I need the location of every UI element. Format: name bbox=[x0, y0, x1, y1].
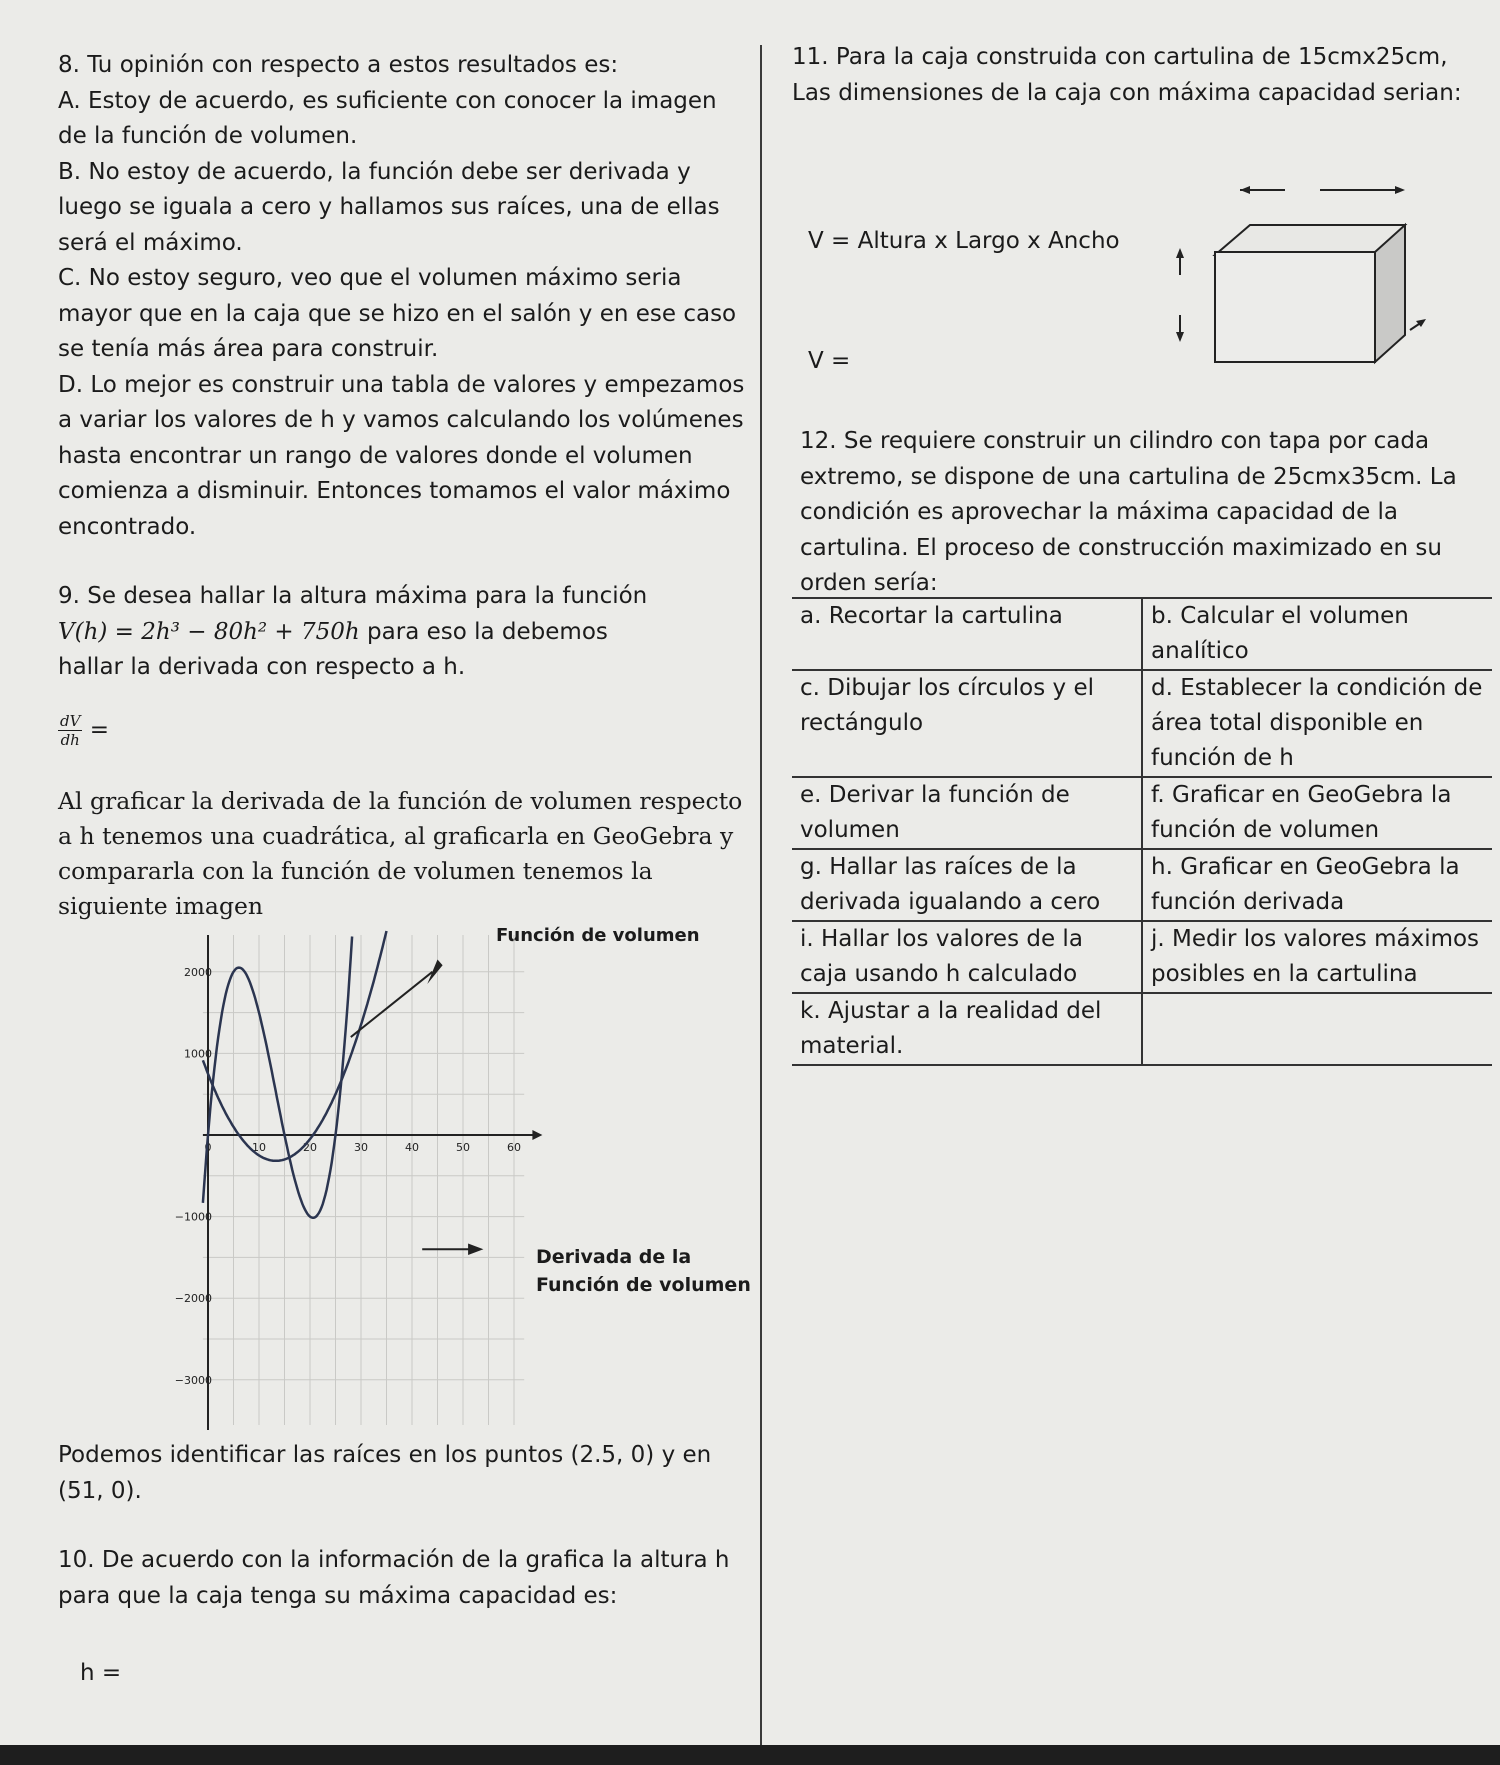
derivative-blank bbox=[58, 712, 748, 760]
y-tick-label: 2000 bbox=[184, 965, 212, 979]
volume-formula: V = Altura x Largo x Ancho bbox=[808, 228, 1120, 254]
q9-intro: 9. Se desea hallar la altura máxima para la función bbox=[58, 583, 648, 609]
roots-text: Podemos identificar las raíces en los puntos (2.5, 0) y en (51, 0). bbox=[58, 1442, 712, 1504]
process-row bbox=[792, 921, 1492, 993]
x-tick-label: 60 bbox=[507, 1141, 521, 1154]
process-step bbox=[1142, 993, 1492, 1065]
x-tick-label: 20 bbox=[303, 1141, 317, 1154]
chart-axes bbox=[203, 935, 543, 1430]
frac-equals: = bbox=[89, 716, 110, 743]
q12-text: 12. Se requiere construir un cilindro con tapa por cada extremo, se dispone de una cartulina de 25cmx35cm. La condición es aprovechar la máxima capacidad de la cartulina. El proceso de construcción maximizado en su orden sería: bbox=[800, 428, 1457, 596]
process-step: f. Graficar en GeoGebra la función de volumen bbox=[1142, 777, 1492, 849]
box-diagram-icon bbox=[1160, 165, 1430, 365]
process-step: g. Hallar las raíces de la derivada igualando a cero bbox=[792, 849, 1142, 921]
chart-title: Función de volumen bbox=[496, 925, 700, 946]
q9-function-rest: para eso la debemos bbox=[359, 618, 608, 645]
q11-text: 11. Para la caja construida con cartulina de 15cmx25cm, Las dimensiones de la caja con máxima capacidad serian: bbox=[792, 44, 1462, 106]
process-row bbox=[792, 598, 1492, 670]
x-axis-arrow bbox=[532, 1130, 542, 1140]
column-divider bbox=[760, 45, 762, 1765]
process-step: a. Recortar la cartulina bbox=[792, 598, 1142, 670]
chart-curves bbox=[203, 931, 387, 1218]
q8-option-a: A. Estoy de acuerdo, es suficiente con conocer la imagen de la función de volumen. bbox=[58, 87, 717, 149]
process-step: h. Graficar en GeoGebra la función derivada bbox=[1142, 849, 1492, 921]
derivative-curve bbox=[203, 931, 387, 1161]
y-tick-label: −2000 bbox=[174, 1292, 212, 1306]
dv-dh-fraction bbox=[58, 712, 82, 749]
q10-text: 10. De acuerdo con la información de la grafica la altura h para que la caja tenga su máxima capacidad es: bbox=[58, 1547, 730, 1609]
derivative-arrow-head bbox=[468, 1244, 483, 1255]
q8-title: 8. Tu opinión con respecto a estos resultados es: bbox=[58, 52, 619, 78]
chart-ticks bbox=[175, 966, 521, 1387]
process-step: b. Calcular el volumen analítico bbox=[1142, 598, 1492, 670]
process-step: i. Hallar los valores de la caja usando h calculado bbox=[792, 921, 1142, 993]
process-row bbox=[792, 849, 1492, 921]
q12-block bbox=[800, 424, 1500, 602]
page-bottom-shadow bbox=[0, 1745, 1500, 1765]
x-tick-label: 0 bbox=[204, 1141, 212, 1154]
y-tick-label: −1000 bbox=[174, 1210, 212, 1224]
q8-option-b: B. No estoy de acuerdo, la función debe ser derivada y luego se iguala a cero y hallamos sus raíces, una de ellas será el máximo. bbox=[58, 158, 720, 256]
process-step: d. Establecer la condición de área total disponible en función de h bbox=[1142, 670, 1492, 777]
frac-denominator: dh bbox=[60, 730, 80, 749]
q9-derivative-request: hallar la derivada con respecto a h. bbox=[58, 654, 466, 680]
x-tick-label: 30 bbox=[354, 1141, 368, 1154]
geogebra-chart bbox=[140, 925, 620, 1435]
volume-blank: V = bbox=[808, 348, 851, 374]
y-tick-label: −3000 bbox=[174, 1373, 212, 1387]
process-row bbox=[792, 670, 1492, 777]
process-step: k. Ajustar a la realidad del material. bbox=[792, 993, 1142, 1065]
q9-function-line bbox=[58, 615, 748, 651]
right-column bbox=[792, 40, 1492, 111]
left-bottom bbox=[58, 1438, 748, 1614]
derivative-label: Derivada de la Función de volumen bbox=[536, 1246, 751, 1296]
process-step: e. Derivar la función de volumen bbox=[792, 777, 1142, 849]
chart-grid bbox=[203, 935, 524, 1425]
q8-option-d: D. Lo mejor es construir una tabla de valores y empezamos a variar los valores de h y vamos calculando los volúmenes hasta encontrar un rango de valores donde el volumen comienza a disminuir. Entonces tomamos el valor máximo encontrado. bbox=[58, 371, 745, 540]
process-table bbox=[792, 597, 1492, 1066]
left-column bbox=[58, 48, 748, 924]
process-row bbox=[792, 993, 1492, 1065]
h-answer-blank: h = bbox=[80, 1660, 122, 1686]
q9-graph-text: Al graficar la derivada de la función de volumen respecto a h tenemos una cuadrática, al graficarla en GeoGebra y compararla con la función de volumen tenemos la siguiente imagen bbox=[58, 786, 743, 920]
volume-function: V(h) = 2h³ − 80h² + 750h bbox=[58, 618, 360, 645]
process-row bbox=[792, 777, 1492, 849]
frac-numerator: dV bbox=[60, 711, 81, 730]
volume-arrow bbox=[351, 972, 433, 1037]
chart-arrows bbox=[351, 960, 484, 1255]
process-step: c. Dibujar los círculos y el rectángulo bbox=[792, 670, 1142, 777]
x-tick-label: 40 bbox=[405, 1141, 419, 1154]
x-tick-label: 10 bbox=[252, 1141, 266, 1154]
q8-option-c: C. No estoy seguro, veo que el volumen máximo seria mayor que en la caja que se hizo en el salón y en ese caso se tenía más área para construir. bbox=[58, 265, 737, 362]
x-tick-label: 50 bbox=[456, 1141, 470, 1154]
y-tick-label: 1000 bbox=[184, 1047, 212, 1061]
process-step: j. Medir los valores máximos posibles en la cartulina bbox=[1142, 921, 1492, 993]
